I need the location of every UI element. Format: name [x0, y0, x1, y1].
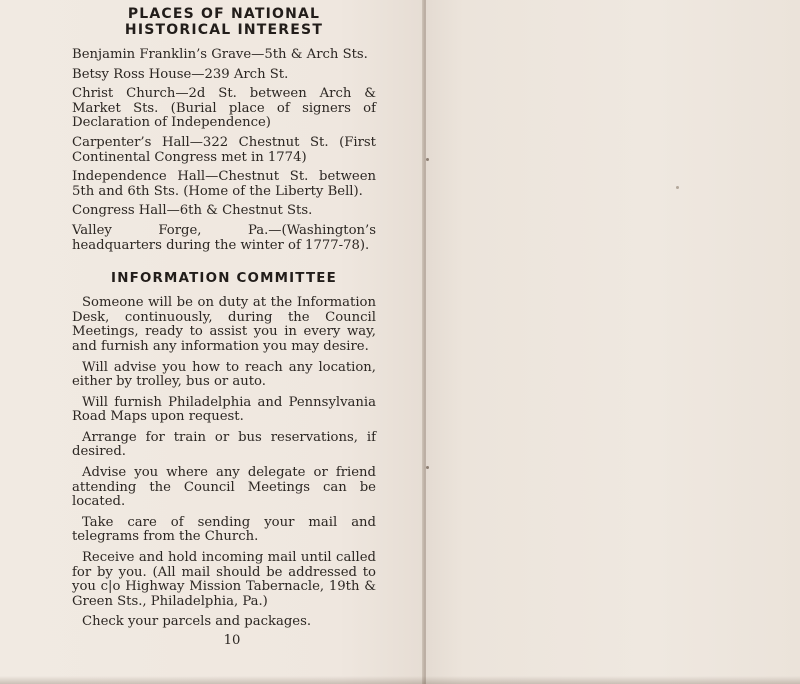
committee-paragraph: Arrange for train or bus reservations, if desired. — [72, 429, 376, 460]
right-page-blank — [426, 0, 800, 684]
committee-paragraph: Receive and hold incoming mail until called for by you. (All mail should be addressed to you c|o Highway Mission Tabernacle, 19th & Green Sts., Philadelphia, Pa.) — [72, 550, 376, 609]
bottom-shadow — [0, 676, 800, 684]
place-item: Congress Hall—6th & Chestnut Sts. — [72, 203, 313, 219]
paper-speck — [426, 466, 429, 469]
place-item: Christ Church—2d St. between Arch & Market Sts. (Burial place of signers of Declaration of Independence) — [72, 86, 376, 131]
paper-speck — [426, 158, 429, 161]
place-item: Independence Hall—Chestnut St. between 5th and 6th Sts. (Home of the Liberty Bell). — [72, 169, 376, 199]
paper-speck — [676, 186, 679, 189]
committee-paragraph: Will advise you how to reach any location, either by trolley, bus or auto. — [72, 359, 376, 390]
page-number: 10 — [223, 633, 241, 648]
committee-paragraph: Someone will be on duty at the Information Desk, continuously, during the Council Meetings, ready to assist you in every way, and furnish any information you may desire. — [72, 295, 376, 354]
place-item: Benjamin Franklin’s Grave—5th & Arch Sts. — [72, 47, 368, 62]
place-item: Valley Forge, Pa.—(Washington’s headquarters during the winter of 1777-78). — [72, 222, 376, 253]
committee-paragraph: Advise you where any delegate or friend attending the Council Meetings can be located. — [72, 465, 376, 510]
places-heading: PLACES OF NATIONAL HISTORICAL INTEREST — [124, 6, 324, 38]
committee-heading: INFORMATION COMMITTEE — [111, 271, 337, 287]
page-content — [72, 6, 376, 649]
place-item: Betsy Ross House—239 Arch St. — [72, 66, 289, 82]
committee-paragraph: Check your parcels and packages. — [82, 614, 312, 630]
committee-paragraph: Will furnish Philadelphia and Pennsylvania Road Maps upon request. — [72, 394, 376, 425]
committee-paragraph: Take care of sending your mail and telegrams from the Church. — [72, 514, 376, 545]
place-item: Carpenter’s Hall—322 Chestnut St. (First Continental Congress met in 1774) — [72, 134, 376, 165]
